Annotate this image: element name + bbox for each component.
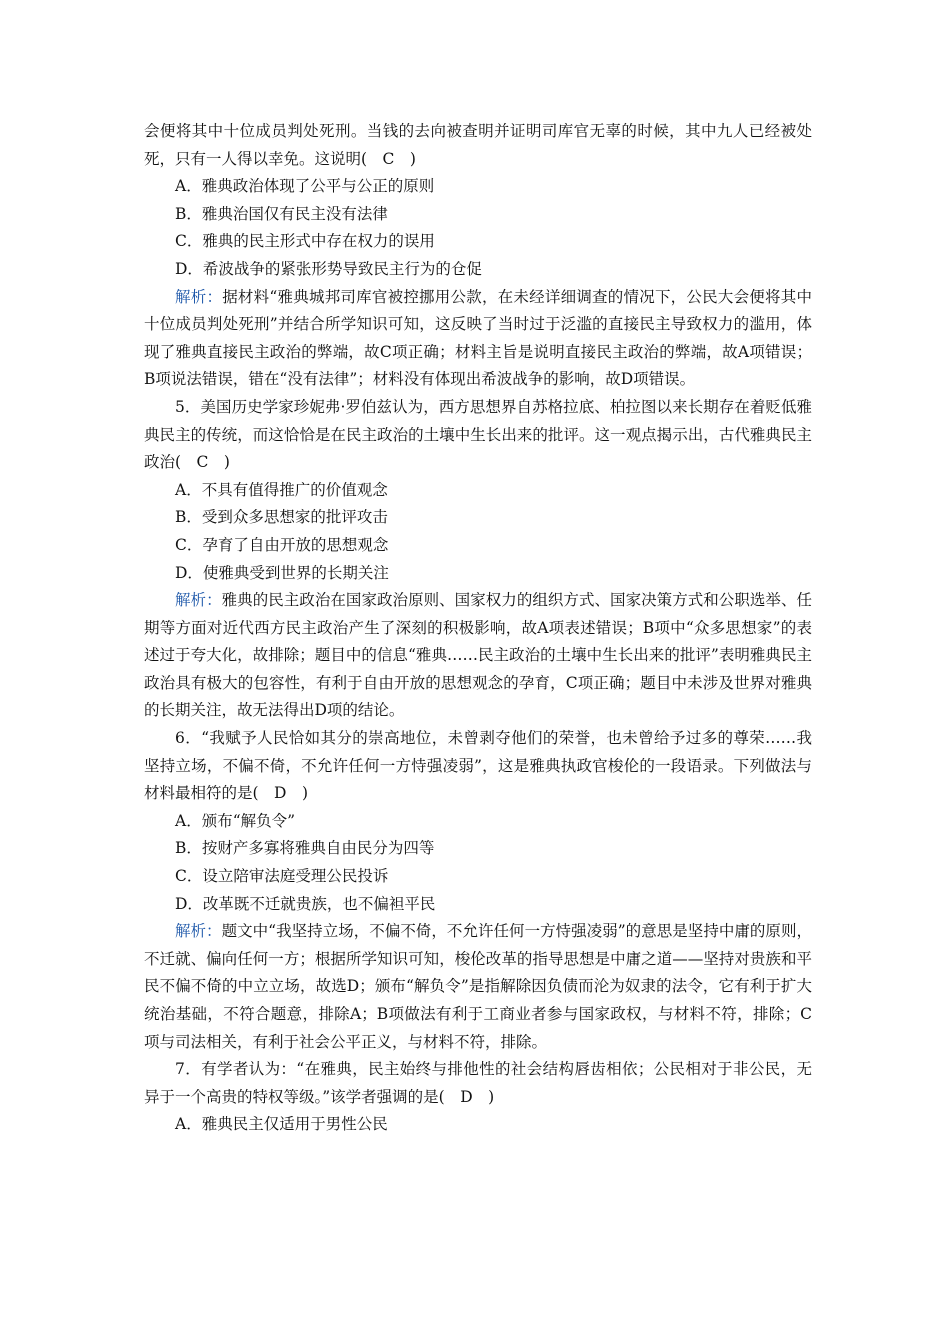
q6-option-b: B．按财产多寡将雅典自由民分为四等 xyxy=(175,839,435,858)
analysis-label: 解析： xyxy=(175,591,222,610)
q4-analysis xyxy=(144,284,812,394)
q5-option-b: B．受到众多思想家的批评攻击 xyxy=(175,508,388,527)
q4-stem-continuation: 会便将其中十位成员判处死刑。当钱的去向被查明并证明司库官无辜的时候，其中九人已经被处死，只有一人得以幸免。这说明( C ) xyxy=(144,122,812,168)
q5-option-a: A．不具有值得推广的价值观念 xyxy=(175,480,388,499)
analysis-label: 解析： xyxy=(175,922,222,941)
q5-analysis-text: 雅典的民主政治在国家政治原则、国家权力的组织方式、国家决策方式和公职选举、任期等方面对近代西方民主政治产生了深刻的积极影响，故A项表述错误；B项中“众多思想家”的表述过于夸大化，故排除；题目中的信息“雅典……民主政治的土壤中生长出来的批评”表明雅典民主政治具有极大的包容性，有利于自由开放的思想观念的孕育，C项正确；题目中未涉及世界对雅典的长期关注，故无法得出D项的结论。 xyxy=(144,591,812,720)
q4-option-c: C．雅典的民主形式中存在权力的误用 xyxy=(175,232,435,251)
q6-analysis-text: 题文中“我坚持立场，不偏不倚，不允许任何一方恃强凌弱”的意思是坚持中庸的原则，不迁就、偏向任何一方；根据所学知识可知，梭伦改革的指导思想是中庸之道——坚持对贵族和平民不偏不倚的中立立场，故选D；颁布“解负令”是指解除因负债而沦为奴隶的法令，它有利于扩大统治基础，不符合题意，排除A；B项做法有利于工商业者参与国家政权，与材料不符，排除；C项与司法相关，有利于社会公平正义，与材料不符，排除。 xyxy=(144,922,812,1051)
q5-option-c: C．孕育了自由开放的思想观念 xyxy=(175,535,389,554)
q4-option-a: A．雅典政治体现了公平与公正的原则 xyxy=(175,177,435,196)
q5-analysis xyxy=(144,587,812,725)
q4-analysis-text: 据材料“雅典城邦司库官被控挪用公款，在未经详细调查的情况下，公民大会便将其中十位成员判处死刑”并结合所学知识可知，这反映了当时过于泛滥的直接民主导致权力的滥用，体现了雅典直接民主政治的弊端，故C项正确；材料主旨是说明直接民主政治的弊端，故A项错误；B项说法错误，错在“没有法律”；材料没有体现出希波战争的影响，故D项错误。 xyxy=(144,287,812,389)
q5-option-d: D．使雅典受到世界的长期关注 xyxy=(175,563,389,582)
q6-option-c: C．设立陪审法庭受理公民投诉 xyxy=(175,867,389,886)
document-page xyxy=(144,118,812,1139)
q5-stem: 5．美国历史学家珍妮弗·罗伯兹认为，西方思想界自苏格拉底、柏拉图以来长期存在着贬低雅典民主的传统，而这恰恰是在民主政治的土壤中生长出来的批评。这一观点揭示出，古代雅典民主政治( C ) xyxy=(144,397,812,472)
q6-analysis xyxy=(144,918,812,1056)
q4-option-b: B．雅典治国仅有民主没有法律 xyxy=(175,204,388,223)
analysis-label: 解析： xyxy=(175,287,223,306)
q7-option-a: A．雅典民主仅适用于男性公民 xyxy=(175,1115,388,1134)
q6-option-a: A．颁布“解负令” xyxy=(175,811,296,830)
q6-stem: 6．“我赋予人民恰如其分的崇高地位，未曾剥夺他们的荣誉，也未曾给予过多的尊荣……我坚持立场，不偏不倚，不允许任何一方恃强凌弱”，这是雅典执政官梭伦的一段语录。下列做法与材料最相符的是( D ) xyxy=(144,729,812,803)
q7-stem: 7．有学者认为：“在雅典，民主始终与排他性的社会结构唇齿相依；公民相对于非公民，无异于一个高贵的特权等级。”该学者强调的是( D ) xyxy=(144,1060,812,1106)
q4-option-d: D．希波战争的紧张形势导致民主行为的仓促 xyxy=(175,259,482,278)
q6-option-d: D．改革既不迁就贵族，也不偏袒平民 xyxy=(175,894,436,913)
